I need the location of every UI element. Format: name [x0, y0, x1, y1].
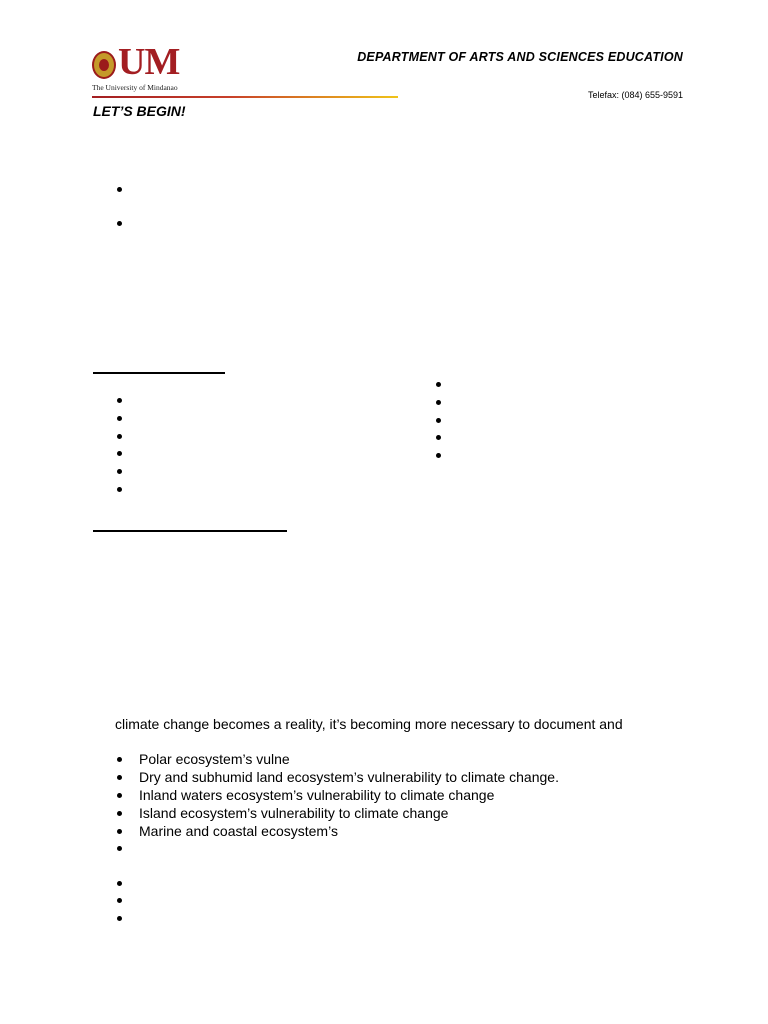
seal-icon	[92, 51, 116, 79]
bullet	[436, 382, 441, 387]
bullet	[117, 881, 122, 886]
bullet	[436, 453, 441, 458]
bullet	[117, 829, 122, 834]
bullet	[117, 811, 122, 816]
bullet	[117, 187, 122, 192]
bullet	[436, 435, 441, 440]
bullet	[117, 221, 122, 226]
bullet	[117, 398, 122, 403]
bullet	[117, 793, 122, 798]
bullet	[117, 451, 122, 456]
bullet	[117, 916, 122, 921]
bullet	[117, 469, 122, 474]
logo-text: UM	[118, 41, 180, 83]
logo-subtext: The University of Mindanao	[92, 83, 178, 92]
bullet	[117, 846, 122, 851]
header-divider	[92, 96, 398, 98]
list-item: Dry and subhumid land ecosystem’s vulnerability to climate change.	[139, 769, 559, 785]
heading-underline	[93, 530, 287, 532]
bullet	[436, 400, 441, 405]
telefax: Telefax: (084) 655-9591	[587, 90, 683, 100]
university-logo	[92, 41, 192, 96]
bullet	[117, 898, 122, 903]
bullet	[117, 434, 122, 439]
paragraph-text: climate change becomes a reality, it’s becoming more necessary to document and	[115, 716, 623, 732]
list-item: Inland waters ecosystem’s vulnerability to climate change	[139, 787, 495, 803]
list-item: Polar ecosystem’s vulne	[139, 751, 290, 767]
department-title: DEPARTMENT OF ARTS AND SCIENCES EDUCATION	[357, 50, 683, 64]
list-item: Marine and coastal ecosystem’s	[139, 823, 338, 839]
bullet	[436, 418, 441, 423]
section-title: LET’S BEGIN!	[93, 103, 186, 119]
bullet	[117, 487, 122, 492]
bullet	[117, 775, 122, 780]
bullet	[117, 416, 122, 421]
bullet	[117, 757, 122, 762]
list-item: Island ecosystem’s vulnerability to climate change	[139, 805, 449, 821]
heading-underline	[93, 372, 225, 374]
